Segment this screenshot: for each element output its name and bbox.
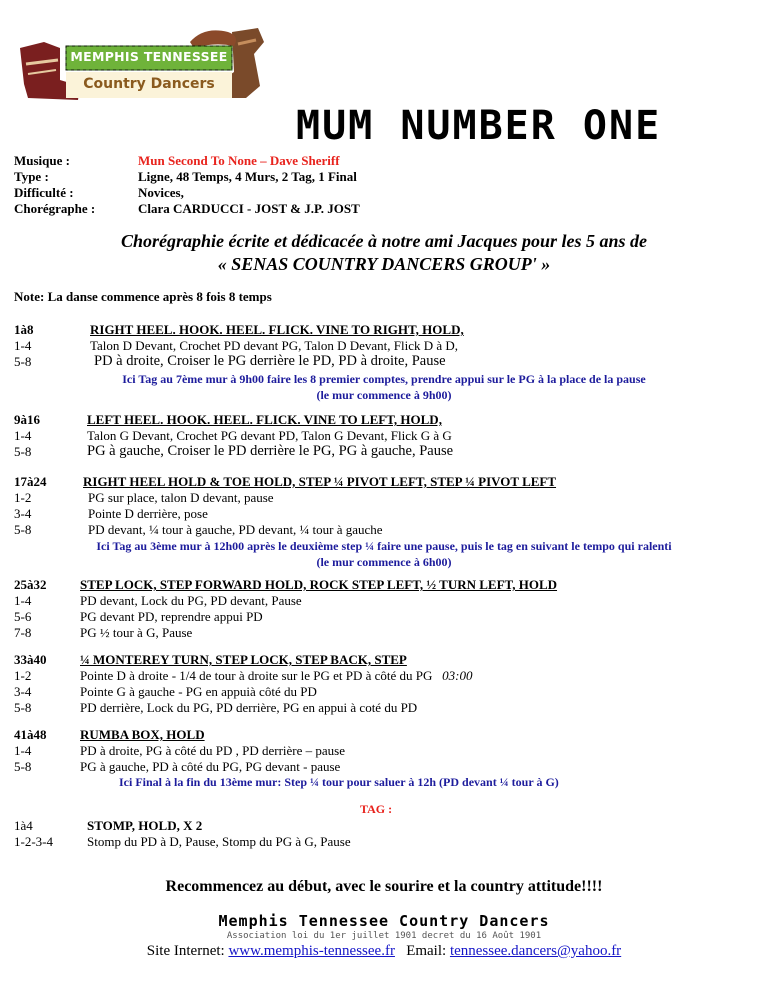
- section5-count: 33à40: [14, 652, 47, 667]
- section4-row2-text: PG devant PD, reprendre appui PD: [80, 609, 263, 624]
- section7-count: 1à4: [14, 818, 33, 833]
- tag-note-1-line1: Ici Tag au 7ème mur à 9h00 faire les 8 premier comptes, prendre appui sur le PG à la place de la pause: [122, 372, 646, 386]
- section4-count: 25à32: [14, 577, 47, 592]
- section5-row1-time: 03:00: [442, 668, 473, 683]
- section2-row2-text: PG à gauche, Croiser le PD derrière le PG, PG à gauche, Pause: [87, 443, 454, 459]
- value-musique: Mun Second To None – Dave Sheriff: [138, 153, 340, 168]
- section5-row2-count: 3-4: [14, 684, 32, 699]
- dedication: [0, 230, 768, 276]
- association-line: Association loi du 1er juillet 1901 decret du 16 Août 1901: [226, 931, 542, 941]
- section4-row2-count: 5-6: [14, 609, 32, 624]
- email-label: Email:: [406, 943, 447, 959]
- tag-heading: TAG :: [360, 802, 393, 816]
- start-note: Note: La danse commence après 8 fois 8 temps: [14, 289, 272, 304]
- section1-row1-text: Talon D Devant, Crochet PD devant PG, Talon D Devant, Flick D à D,: [90, 338, 459, 353]
- section6-row2-text: PG à gauche, PD à côté du PG, PG devant - pause: [80, 759, 341, 774]
- tag-note-2-line2: (le mur commence à 6h00): [316, 555, 452, 569]
- section4-row1-count: 1-4: [14, 593, 32, 608]
- closing-line: Recommencez au début, avec le sourire et la country attitude!!!!: [165, 878, 603, 895]
- section3-row2-text: Pointe D derrière, pose: [88, 506, 208, 521]
- tag-note-1-line2: (le mur commence à 9h00): [316, 388, 452, 402]
- logo-line1: MEMPHIS TENNESSEE: [70, 49, 228, 64]
- section3-row2-count: 3-4: [14, 506, 32, 521]
- tag-note-1: [0, 371, 768, 403]
- section2-title: LEFT HEEL. HOOK. HEEL. FLICK. VINE TO LEFT, HOLD,: [87, 412, 442, 427]
- section3-row3-text: PD devant, ¼ tour à gauche, PD devant, ¼ tour à gauche: [88, 522, 383, 537]
- section1-row2-count: 5-8: [14, 354, 32, 369]
- label-choregraphe: Chorégraphe :: [14, 201, 96, 216]
- contact-line: [0, 943, 768, 960]
- section6-row1-count: 1-4: [14, 743, 32, 758]
- section4-row3-text: PG ½ tour à G, Pause: [80, 625, 193, 640]
- section5-row3-text: PD derrière, Lock du PG, PD derrière, PG en appui à coté du PD: [80, 700, 418, 715]
- section1-title: RIGHT HEEL. HOOK. HEEL. FLICK. VINE TO RIGHT, HOLD,: [90, 322, 464, 337]
- section1-row2-text: PD à droite, Croiser le PG derrière le PD, PD à droite, Pause: [94, 353, 446, 369]
- section5-row1-main: Pointe D à droite - 1/4 de tour à droite sur le PG et PD à côté du PG: [80, 668, 433, 683]
- section5-row3-count: 5-8: [14, 700, 32, 715]
- club-name: Memphis Tennessee Country Dancers: [218, 912, 550, 930]
- section4-row3-count: 7-8: [14, 625, 32, 640]
- section5-title: ¼ MONTEREY TURN, STEP LOCK, STEP BACK, STEP: [80, 652, 407, 667]
- section7-row1-text: Stomp du PD à D, Pause, Stomp du PG à G, Pause: [87, 834, 351, 849]
- section2-row1-text: Talon G Devant, Crochet PG devant PD, Talon G Devant, Flick G à G: [87, 428, 452, 443]
- dedication-line1: Chorégraphie écrite et dédicacée à notre ami Jacques pour les 5 ans de: [121, 231, 647, 251]
- label-type: Type :: [14, 169, 49, 184]
- section3-row3-count: 5-8: [14, 522, 32, 537]
- section6-count: 41à48: [14, 727, 47, 742]
- dance-title: MUM NUMBER ONE: [296, 103, 662, 149]
- dedication-line2: « SENAS COUNTRY DANCERS GROUP' »: [217, 254, 551, 274]
- section5-row1-count: 1-2: [14, 668, 32, 683]
- club-logo: [14, 24, 270, 108]
- section4-title: STEP LOCK, STEP FORWARD HOLD, ROCK STEP LEFT, ½ TURN LEFT, HOLD: [80, 577, 558, 592]
- section6-title: RUMBA BOX, HOLD: [80, 727, 205, 742]
- section6-row1-text: PD à droite, PG à côté du PD , PD derrière – pause: [80, 743, 345, 758]
- website-link[interactable]: www.memphis-tennessee.fr: [228, 943, 395, 959]
- section7-row1-count: 1-2-3-4: [14, 834, 53, 849]
- email-link[interactable]: tennessee.dancers@yahoo.fr: [449, 943, 622, 959]
- section3-row1-count: 1-2: [14, 490, 32, 505]
- label-difficulte: Difficulté :: [14, 185, 74, 200]
- section4-row1-text: PD devant, Lock du PG, PD devant, Pause: [80, 593, 302, 608]
- section1-count: 1à8: [14, 322, 34, 337]
- section2-row2-count: 5-8: [14, 444, 32, 459]
- section7-title: STOMP, HOLD, X 2: [87, 818, 203, 833]
- section2-row1-count: 1-4: [14, 428, 32, 443]
- section3-title: RIGHT HEEL HOLD & TOE HOLD, STEP ¼ PIVOT LEFT, STEP ¼ PIVOT LEFT: [83, 474, 557, 489]
- tag-note-2: [0, 538, 768, 570]
- site-label: Site Internet:: [146, 943, 225, 959]
- label-musique: Musique :: [14, 153, 70, 168]
- section3-count: 17à24: [14, 474, 47, 489]
- final-note: Ici Final à la fin du 13ème mur: Step ¼ tour pour saluer à 12h (PD devant ¼ tour à G): [119, 775, 559, 789]
- value-choregraphe: Clara CARDUCCI - JOST & J.P. JOST: [138, 201, 360, 216]
- section5-row1-text: [80, 668, 472, 684]
- section2-count: 9à16: [14, 412, 40, 427]
- section3-row1-text: PG sur place, talon D devant, pause: [88, 490, 274, 505]
- logo-line2: Country Dancers: [83, 76, 215, 92]
- section6-row2-count: 5-8: [14, 759, 32, 774]
- section1-row1-count: 1-4: [14, 338, 32, 353]
- section5-row2-text: Pointe G à gauche - PG en appuià côté du PD: [80, 684, 317, 699]
- value-difficulte: Novices,: [138, 185, 184, 200]
- value-type: Ligne, 48 Temps, 4 Murs, 2 Tag, 1 Final: [138, 169, 357, 184]
- tag-note-2-line1: Ici Tag au 3ème mur à 12h00 après le deuxième step ¼ faire une pause, puis le tag en suivant le tempo qui ralenti: [96, 539, 672, 553]
